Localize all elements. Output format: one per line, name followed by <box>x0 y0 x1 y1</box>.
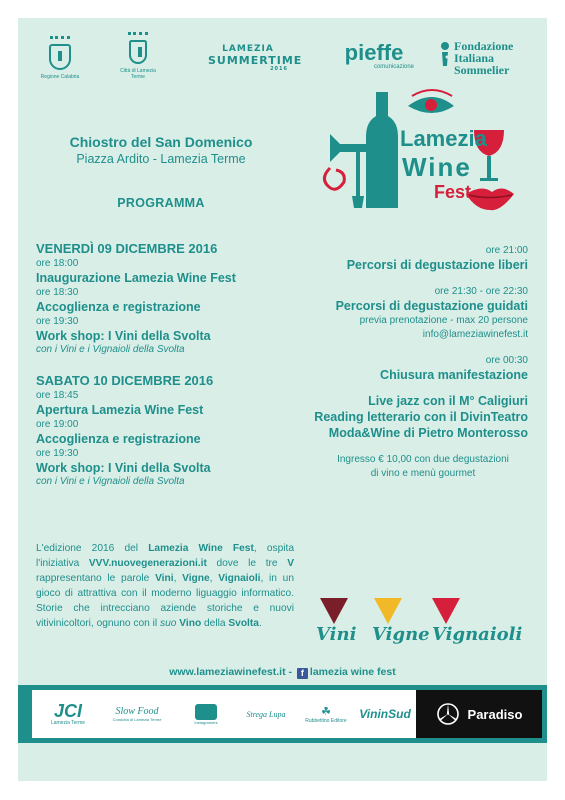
lamezia-wine-fest-logo <box>316 86 516 216</box>
logo-lamezia: Lamezia <box>400 126 487 151</box>
day1-time-3: ore 19:30 <box>36 316 79 327</box>
day2-time-1: ore 18:45 <box>36 390 79 401</box>
regione-crest-icon <box>49 44 71 70</box>
facebook-page-link[interactable]: lamezia wine fest <box>309 666 396 678</box>
crown-icon <box>128 32 148 39</box>
website-link[interactable]: www.lameziawinefest.it - <box>169 666 295 678</box>
summertime-logo <box>208 44 303 72</box>
wine-fest-artwork <box>316 86 516 216</box>
venue <box>36 134 286 166</box>
instagramers-label: Instagramers <box>194 719 218 725</box>
strega-lupa-logo <box>236 690 296 738</box>
jci-logo <box>38 690 98 738</box>
day1-time-2: ore 18:30 <box>36 287 79 298</box>
poster <box>18 18 547 781</box>
logo-fest: Fest <box>434 182 472 202</box>
right-event-3: Chiusura manifestazione <box>380 368 528 382</box>
slow-food-logo <box>102 690 172 738</box>
logo-wine: Wine <box>402 152 472 182</box>
description-paragraph <box>36 541 294 631</box>
vvv-vignaioli: Vignaioli <box>432 624 523 645</box>
desc-bold: Svolta <box>228 618 259 629</box>
desc-text: rappresentano le parole <box>36 573 156 584</box>
vininsud-name: VininSud <box>359 707 411 721</box>
web-links <box>18 666 547 679</box>
desc-text: della <box>201 618 229 629</box>
programma-heading: PROGRAMMA <box>117 196 205 210</box>
desc-text: . <box>258 618 262 629</box>
right-note-email: info@lameziawinefest.it <box>422 329 528 340</box>
citta-label: Città di Lamezia Terme <box>120 68 156 80</box>
right-time-2: ore 21:30 - ore 22:30 <box>434 286 528 297</box>
desc-text: , <box>209 573 219 584</box>
live-jazz: Live jazz con il M° Caligiuri <box>368 394 528 408</box>
desc-text: , in un gioco di attrattiva con il moderno liguaggio informatico. Storie che intrecciano aziende storiche e nuovi vitivinicoltori, ognuno con il <box>36 573 294 629</box>
ingresso-line1: Ingresso € 10,00 con due degustazioni <box>337 454 509 465</box>
rubbettino-icon: ☘ <box>321 705 331 718</box>
desc-bold: V <box>287 558 294 569</box>
desc-bold: Vignaioli <box>218 573 261 584</box>
desc-bold: VVV.nuovegenerazioni.it <box>88 558 207 569</box>
venue-address: Piazza Ardito - Lamezia Terme <box>76 152 246 166</box>
day1-event-3: Work shop: I Vini della Svolta <box>36 329 211 343</box>
crest-cap-icon <box>50 36 70 43</box>
mercedes-star-icon <box>436 702 460 726</box>
vvv-vigne: Vigne <box>372 624 430 645</box>
ingresso-line2: di vino e menù gourmet <box>370 468 476 479</box>
fis-text <box>454 40 513 76</box>
regione-label: Regione Calabria <box>40 74 80 80</box>
citta-lamezia-logo <box>118 32 158 80</box>
facebook-icon: f <box>297 668 308 679</box>
logo-edition: V Edizione <box>389 177 395 206</box>
day1-event-2: Accoglienza e registrazione <box>36 300 201 314</box>
desc-bold: Vino <box>176 618 202 629</box>
moda-wine: Moda&Wine di Pietro Monterosso <box>328 426 528 440</box>
day2-event-1: Apertura Lamezia Wine Fest <box>36 403 204 417</box>
day2-event-3-sub: con i Vini e i Vignaioli della Svolta <box>36 476 185 487</box>
rubbettino-logo <box>298 690 354 738</box>
camera-icon <box>195 704 217 720</box>
instagramers-logo <box>178 690 234 738</box>
day2-event-2: Accoglienza e registrazione <box>36 432 201 446</box>
day2-time-3: ore 19:30 <box>36 448 79 459</box>
venue-name: Chiostro del San Domenico <box>69 134 253 150</box>
rubbettino-name: Rubbettino Editore <box>305 717 347 724</box>
summertime-year: 2016 <box>270 66 288 72</box>
desc-bold: Vini <box>155 573 174 584</box>
day2-date: SABATO 10 DICEMBRE 2016 <box>36 373 214 388</box>
right-event-1: Percorsi di degustazione liberi <box>346 258 528 272</box>
regione-calabria-logo <box>36 36 84 80</box>
summertime-line1: LAMEZIA <box>222 44 274 54</box>
strega-lupa-name: Strega Lupa <box>246 709 286 719</box>
desc-text: , ospita l'iniziativa <box>36 543 294 569</box>
fis-line1: Fondazione <box>454 39 514 53</box>
fis-line2: Italiana <box>454 51 495 65</box>
program-left-column <box>36 241 296 488</box>
pieffe-name: pieffe <box>344 40 404 65</box>
paradiso-name: Paradiso <box>467 706 523 722</box>
right-note-booking: previa prenotazione - max 20 persone <box>359 315 528 326</box>
slow-food-name: Slow Food <box>115 706 159 717</box>
program-right-column <box>283 244 528 481</box>
sommelier-icon <box>438 40 452 76</box>
desc-text: L'edizione 2016 del <box>36 543 149 554</box>
vininsud-logo <box>354 690 416 738</box>
vvv-vini: Vini <box>316 624 357 645</box>
reading-letterario: Reading letterario con il DivinTeatro <box>314 410 528 424</box>
pieffe-logo <box>334 42 414 71</box>
slow-food-sub: Condotta di Lamezia Terme <box>112 717 162 722</box>
day2-time-2: ore 19:00 <box>36 419 79 430</box>
day1-time-1: ore 18:00 <box>36 258 79 269</box>
jci-name: JCI <box>53 701 82 721</box>
desc-text: , <box>173 573 183 584</box>
fis-line3: Sommelier <box>454 63 510 77</box>
desc-text: dove le tre <box>206 558 288 569</box>
vini-vigne-vignaioli-logo <box>308 596 528 656</box>
pieffe-sub: comunicazione <box>373 64 414 70</box>
right-event-2: Percorsi di degustazione guidati <box>335 299 528 313</box>
desc-bold: Lamezia Wine Fest <box>148 543 254 554</box>
day2-event-3: Work shop: I Vini della Svolta <box>36 461 211 475</box>
day1-date: VENERDÌ 09 DICEMBRE 2016 <box>36 241 218 256</box>
right-time-3: ore 00:30 <box>485 355 528 366</box>
desc-italic: suo <box>160 618 177 629</box>
desc-bold: Vigne <box>182 573 210 584</box>
summertime-line2: SUMMERTIME <box>208 54 303 67</box>
day1-event-1: Inaugurazione Lamezia Wine Fest <box>36 271 236 285</box>
paradiso-logo <box>416 690 542 738</box>
day1-event-3-sub: con i Vini e i Vignaioli della Svolta <box>36 344 185 355</box>
right-time-1: ore 21:00 <box>485 245 528 256</box>
citta-crest-icon <box>129 40 147 64</box>
vvv-triangles-icon <box>308 596 528 626</box>
jci-sub: Lamezia Terme <box>50 720 86 726</box>
